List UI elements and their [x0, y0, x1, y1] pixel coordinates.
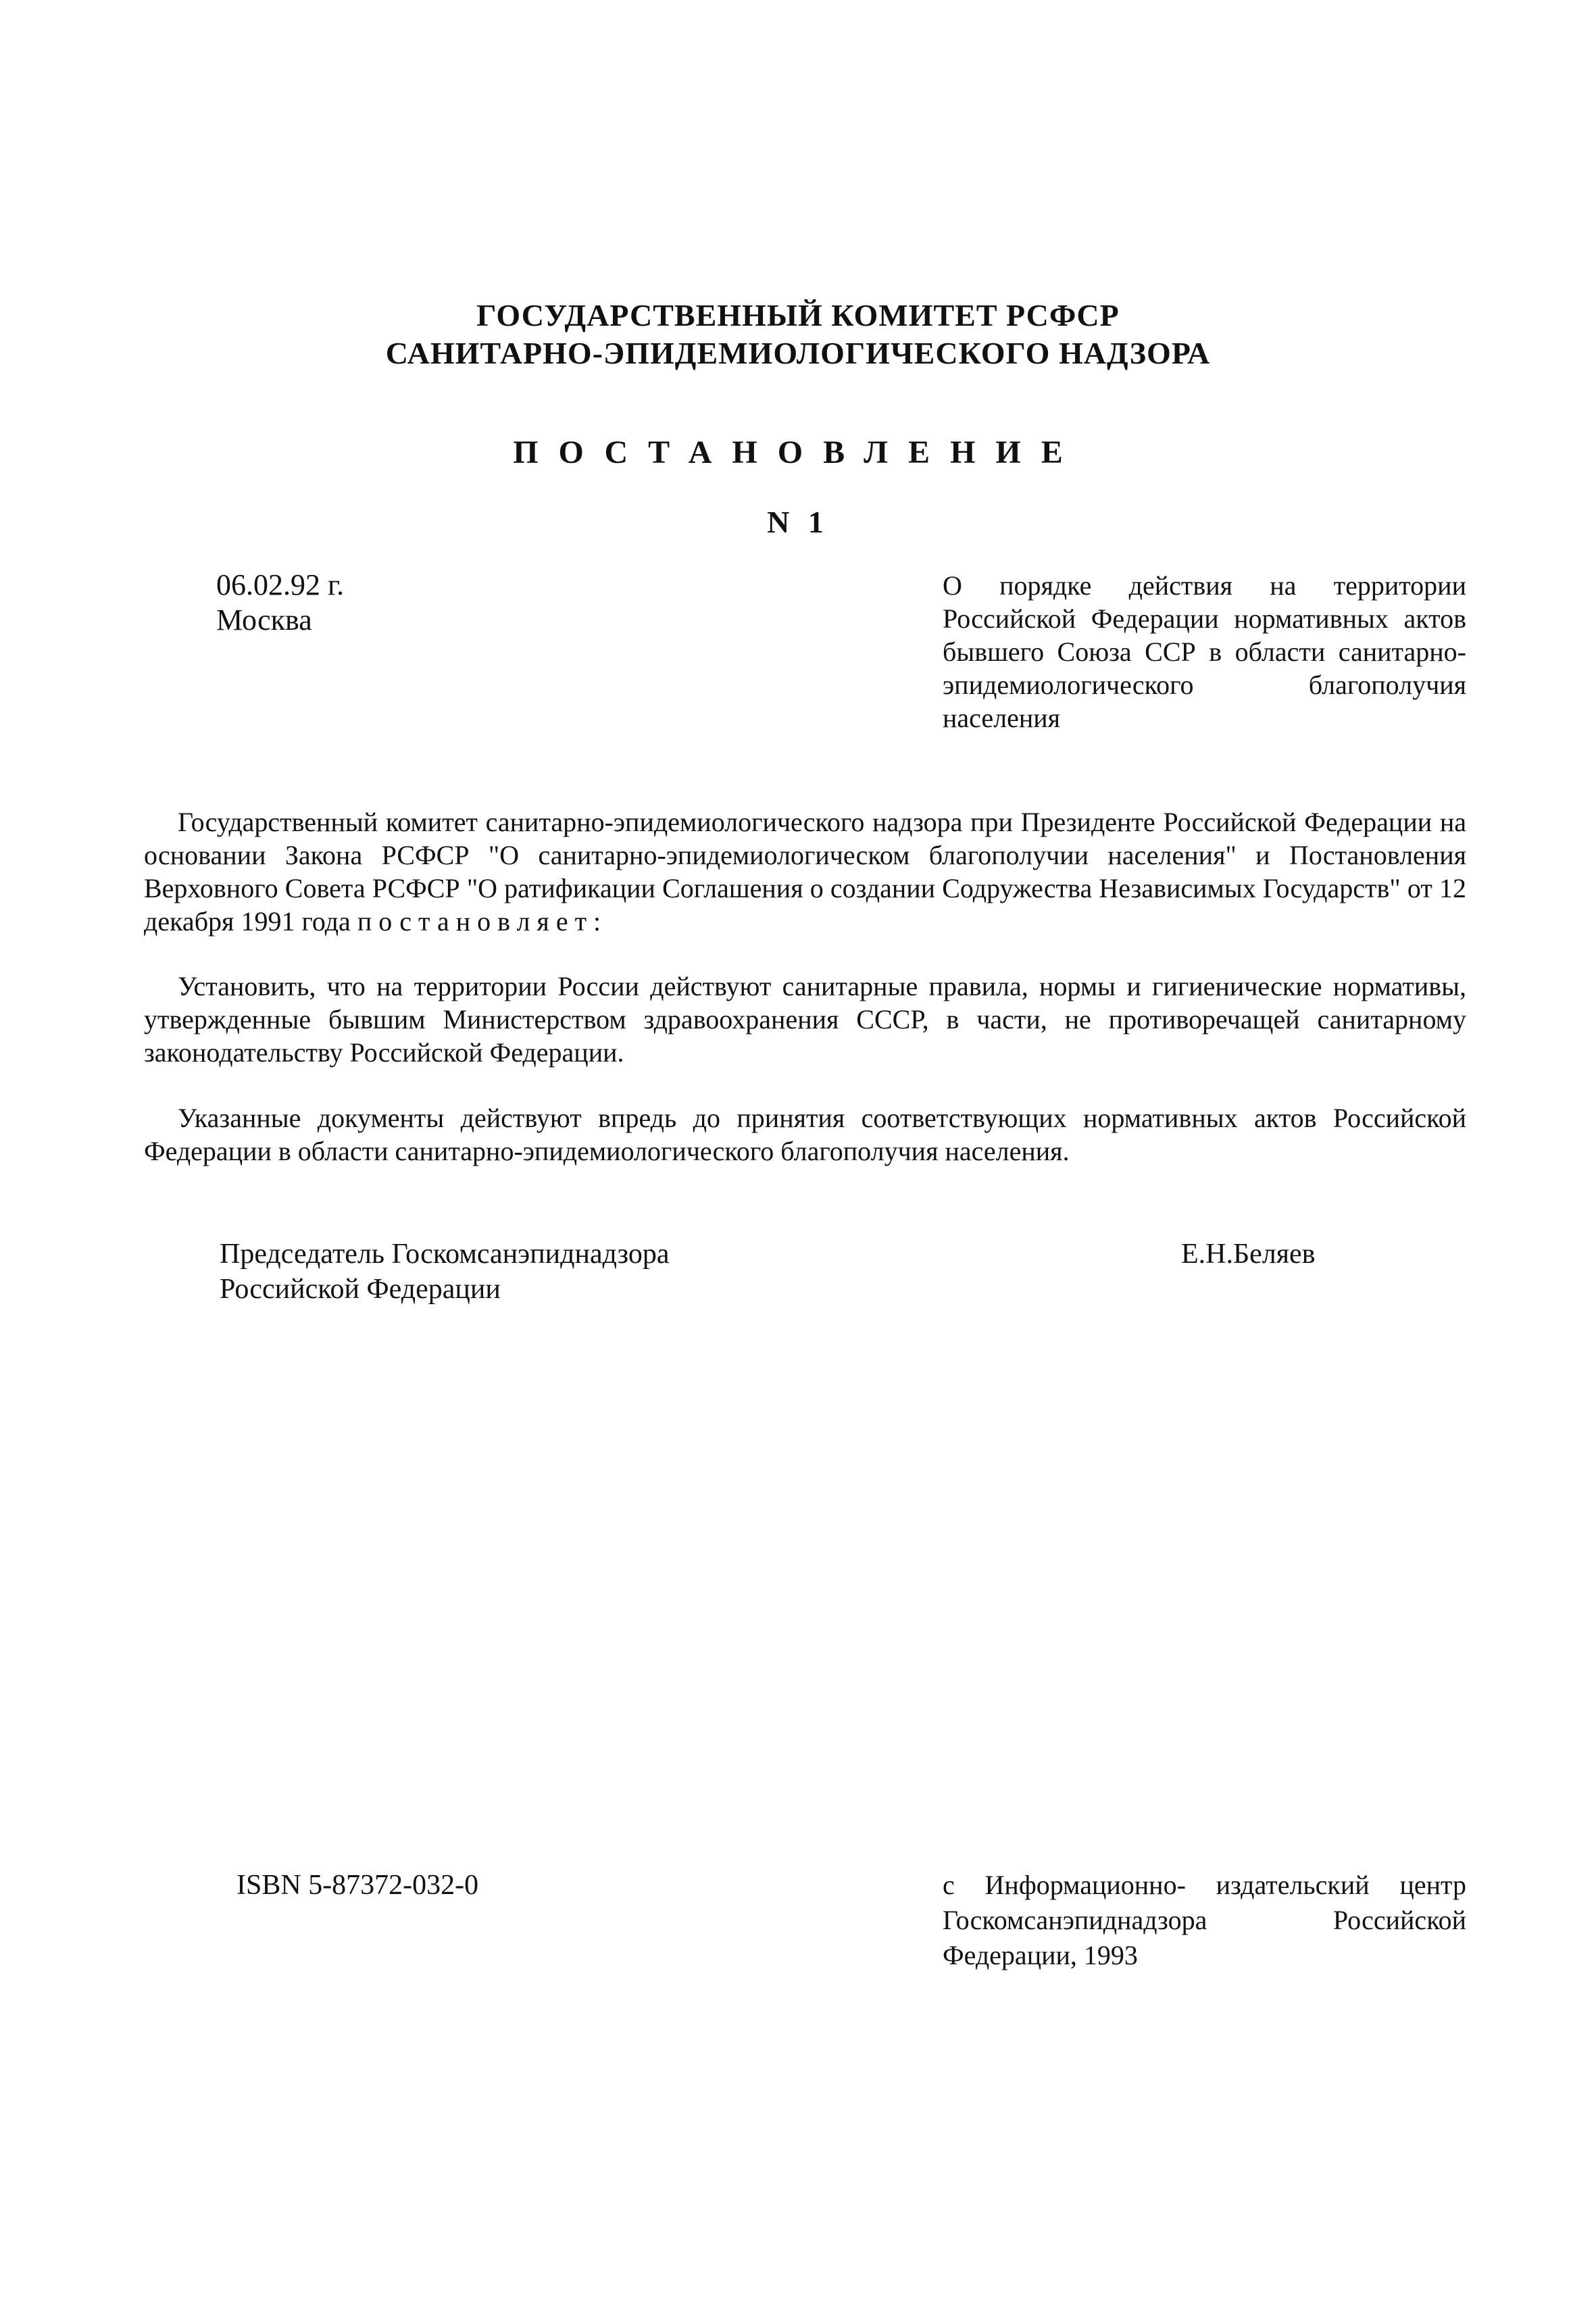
signatory-position	[220, 1237, 670, 1307]
paragraph-1-text: Государственный комитет санитарно-эпидемиологического надзора при Президенте Российской Федерации на основании Закона РСФСР "О санитарно-эпидемиологическом благополучии населения" и Постановления Верховного Совета РСФСР "О ратификации Соглашения о создании Содружества Независимых Государств" от 12 декабря 1991 года	[144, 807, 1466, 937]
document-type-heading: ПОСТАНОВЛЕНИЕ	[513, 434, 1083, 470]
document-date: 06.02.92 г.	[216, 568, 345, 601]
body-paragraph-2: Установить, что на территории России действуют санитарные правила, нормы и гигиенические нормативы, утвержденные бывшим Министерством здравоохранения СССР, в части, не противоречащей санитарному законодательству Российской Федерации.	[144, 971, 1466, 1068]
date-place-block	[216, 568, 344, 638]
issuer-title-line1: ГОСУДАРСТВЕННЫЙ КОМИТЕТ РСФСР	[476, 298, 1120, 332]
document-number: N 1	[767, 505, 829, 539]
document-city: Москва	[216, 603, 312, 637]
copyright-notice: с Информационно- издательский центр Госкомсанэпиднадзора Российской Федерации, 1993	[943, 1870, 1466, 1970]
body-paragraph-1	[144, 805, 1466, 938]
body-paragraph-3: Указанные документы действуют впредь до принятия соответствующих нормативных актов Российской Федерации в области санитарно-эпидемиологического благополучия населения.	[144, 1103, 1466, 1166]
document-subject: О порядке действия на территории Российской Федерации нормативных актов бывшего Союза ССР в области санитарно-эпидемиологического благополучия населения	[943, 570, 1466, 733]
issuer-title-line2: САНИТАРНО-ЭПИДЕМИОЛОГИЧЕСКОГО НАДЗОРА	[385, 336, 1211, 370]
isbn-number: ISBN 5-87372-032-0	[236, 1870, 479, 1901]
signatory-position-line2: Российской Федерации	[220, 1274, 501, 1305]
signatory-name: Е.Н.Беляев	[1181, 1239, 1316, 1270]
resolution-verb: постановляет:	[357, 906, 608, 937]
signatory-position-line1: Председатель Госкомсанэпиднадзора	[220, 1239, 670, 1270]
